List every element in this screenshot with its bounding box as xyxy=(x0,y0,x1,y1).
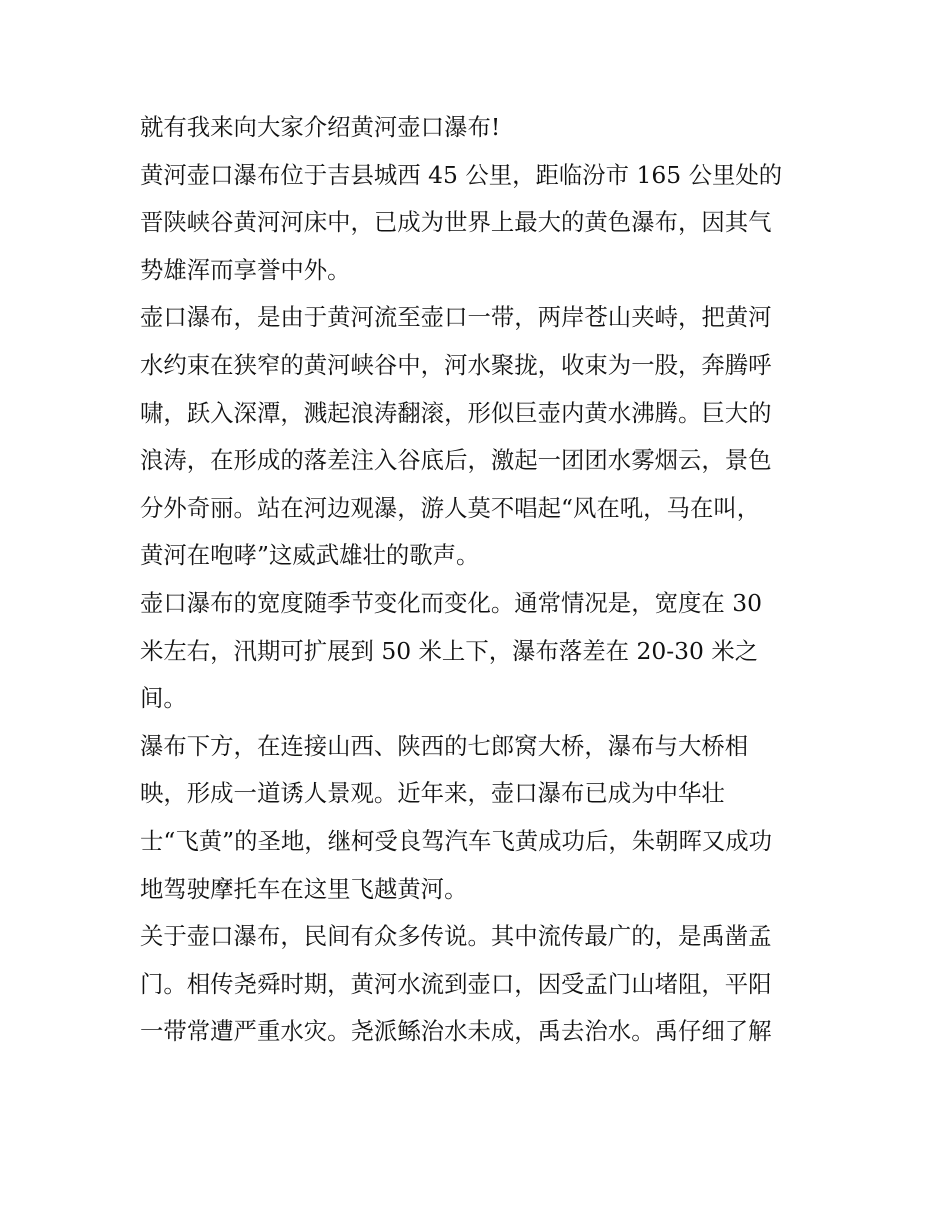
text-line: 壶口瀑布的宽度随季节变化而变化。通常情况是，宽度在 30 xyxy=(140,588,762,617)
document-body xyxy=(140,110,820,1062)
paragraph-location xyxy=(140,158,820,287)
text-line: 间。 xyxy=(140,684,187,713)
text-line: 地驾驶摩托车在这里飞越黄河。 xyxy=(140,874,468,903)
text-line: 壶口瀑布，是由于黄河流至壶口一带，两岸苍山夹峙，把黄河 xyxy=(140,303,772,332)
text-line: 水约束在狭窄的黄河峡谷中，河水聚拢，收束为一股，奔腾呼 xyxy=(140,350,772,379)
paragraph-bridge xyxy=(140,729,820,906)
text-line: 门。相传尧舜时期，黄河水流到壶口，因受孟门山堵阻，平阳 xyxy=(140,969,772,998)
paragraph-description xyxy=(140,300,820,572)
text-line: 士“飞黄”的圣地，继柯受良驾汽车飞黄成功后，朱朝晖又成功 xyxy=(140,826,773,855)
text-line: 浪涛，在形成的落差注入谷底后，激起一团团水雾烟云，景色 xyxy=(140,446,772,475)
text-line: 米左右，汛期可扩展到 50 米上下，瀑布落差在 20-30 米之 xyxy=(140,636,759,665)
text-line: 啸，跃入深潭，溅起浪涛翻滚，形似巨壶内黄水沸腾。巨大的 xyxy=(140,398,772,427)
text-line: 黄河在咆哮”这威武雄壮的歌声。 xyxy=(140,541,480,570)
paragraph-legend xyxy=(140,919,820,1048)
text-line: 映，形成一道诱人景观。近年来，壶口瀑布已成为中华壮 xyxy=(140,779,725,808)
text-line: 势雄浑而享誉中外。 xyxy=(140,255,351,284)
text-line: 关于壶口瀑布，民间有众多传说。其中流传最广的，是禹凿孟 xyxy=(140,922,772,951)
text-line: 分外奇丽。站在河边观瀑，游人莫不唱起“风在吼，马在叫， xyxy=(140,493,761,522)
paragraph-width xyxy=(140,586,820,715)
text-line: 晋陕峡谷黄河河床中，已成为世界上最大的黄色瀑布，因其气 xyxy=(140,208,772,237)
text-line: 一带常遭严重水灾。尧派鲧治水未成，禹去治水。禹仔细了解 xyxy=(140,1017,772,1046)
text-line: 黄河壶口瀑布位于吉县城西 45 公里，距临汾市 165 公里处的 xyxy=(140,160,783,189)
text-line: 就有我来向大家介绍黄河壶口瀑布! xyxy=(140,113,501,141)
paragraph-intro xyxy=(140,110,820,144)
text-line: 瀑布下方，在连接山西、陕西的七郎窝大桥，瀑布与大桥相 xyxy=(140,731,749,760)
